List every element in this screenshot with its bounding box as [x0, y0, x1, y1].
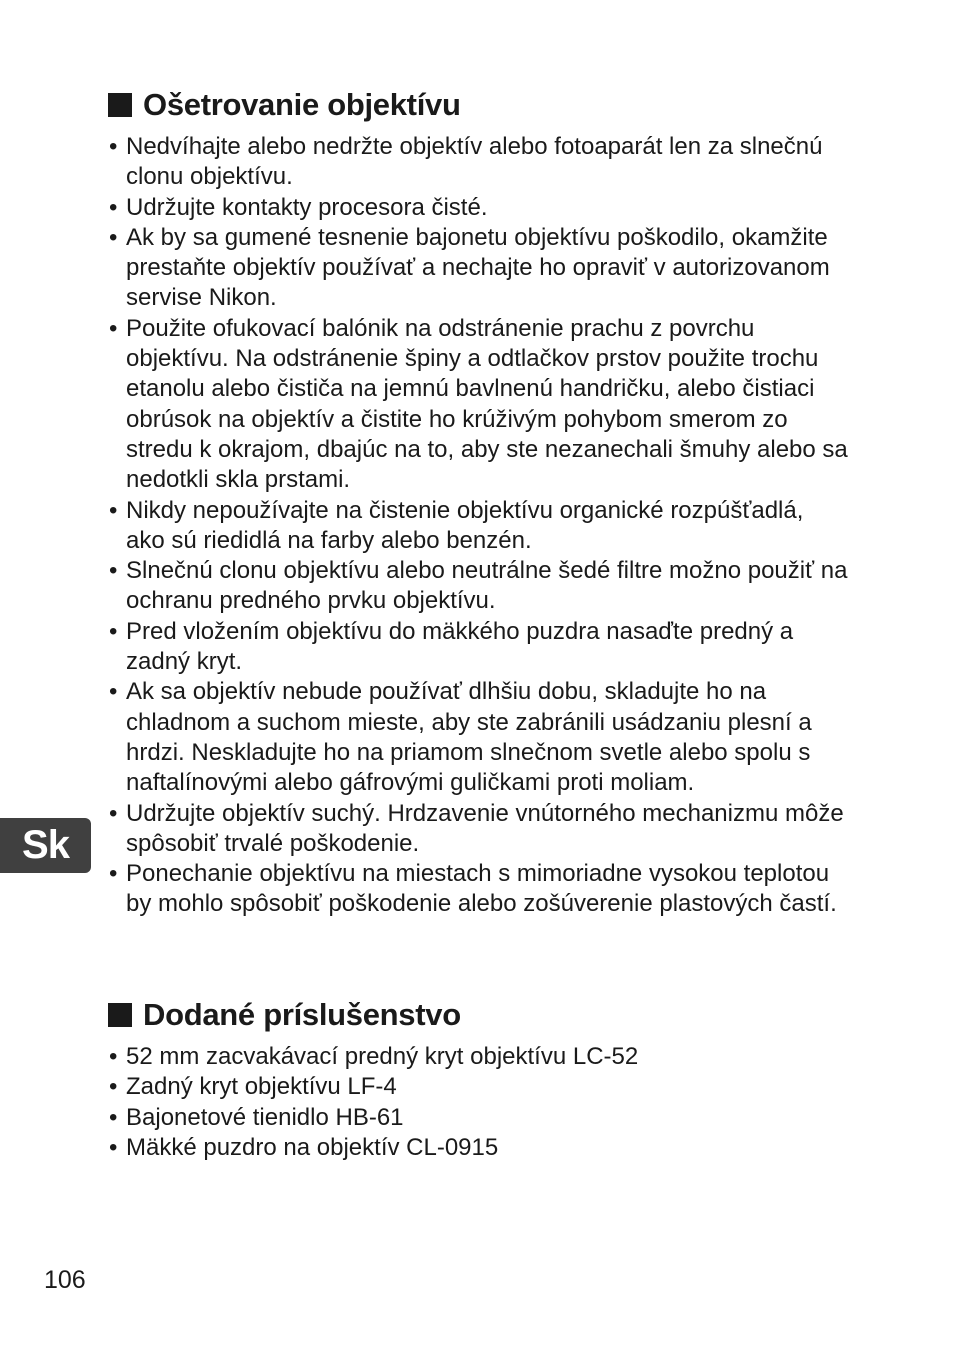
bullet-icon: •	[109, 496, 118, 524]
bullet-icon: •	[109, 678, 118, 706]
bullet-icon: •	[109, 557, 118, 585]
list-item	[108, 1103, 848, 1133]
list-item-text: Zadný kryt objektívu LF-4	[126, 1073, 397, 1101]
list-item-text: Udržujte objektív suchý. Hrdzavenie vnútorného mechanizmu môže spôsobiť trvalé poškodenie.	[126, 799, 844, 857]
list-item	[108, 132, 848, 193]
bullet-icon: •	[109, 133, 118, 160]
list-item-text: Bajonetové tienidlo HB-61	[126, 1103, 404, 1131]
list-item	[108, 677, 848, 798]
square-bullet-icon	[108, 1003, 132, 1027]
accessories-title: Dodané príslušenstvo	[143, 997, 461, 1032]
list-item	[108, 556, 848, 617]
list-item	[108, 1042, 848, 1072]
lens-care-section	[108, 84, 848, 920]
bullet-icon: •	[109, 223, 118, 251]
bullet-icon: •	[109, 1103, 118, 1131]
bullet-icon: •	[109, 1043, 118, 1070]
language-tab-label: Sk	[22, 823, 69, 867]
list-item-text: Mäkké puzdro na objektív CL-0915	[126, 1133, 499, 1161]
accessories-list	[108, 1042, 848, 1163]
list-item-text: Použite ofukovací balónik na odstránenie prachu z povrchu objektívu. Na odstránenie špiny a odtlačkov prstov použite trochu etanolu alebo čističa na jemnú bavlnenú handričku, alebo čistiaci obrúsok na objektív a čistite ho krúživým pohybom smerom zo stredu k okrajom, dbajúc na to, aby ste nezanechali šmuhy alebo sa nedotkli skla prstami.	[126, 314, 848, 494]
list-item	[108, 859, 848, 920]
list-item-text: Ponechanie objektívu na miestach s mimoriadne vysokou teplotou by mohlo spôsobiť poškodenie alebo zošúverenie plastových častí.	[126, 860, 837, 918]
accessories-heading	[108, 994, 848, 1036]
lens-care-list	[108, 132, 848, 920]
list-item-text: 52 mm zacvakávací predný kryt objektívu LC-52	[126, 1043, 639, 1070]
list-item	[108, 496, 848, 557]
lens-care-title: Ošetrovanie objektívu	[143, 87, 461, 122]
list-item-text: Udržujte kontakty procesora čisté.	[126, 193, 488, 221]
list-item-text: Ak by sa gumené tesnenie bajonetu objektívu poškodilo, okamžite prestaňte objektív používať a nechajte ho opraviť v autorizovanom servise Nikon.	[126, 223, 830, 312]
list-item-text: Pred vložením objektívu do mäkkého puzdra nasaďte predný a zadný kryt.	[126, 617, 794, 676]
list-item	[108, 314, 848, 496]
list-item	[108, 1133, 848, 1163]
list-item-text: Slnečnú clonu objektívu alebo neutrálne šedé filtre možno použiť na ochranu predného prvku objektívu.	[126, 557, 848, 615]
list-item	[108, 1072, 848, 1102]
list-item-text: Nedvíhajte alebo nedržte objektív alebo fotoaparát len za slnečnú clonu objektívu.	[126, 133, 823, 191]
square-bullet-icon	[108, 93, 132, 117]
list-item	[108, 799, 848, 860]
page-number: 106	[44, 1266, 86, 1294]
list-item	[108, 193, 848, 223]
list-item	[108, 617, 848, 678]
lens-care-heading	[108, 84, 848, 126]
supplied-accessories-section	[108, 994, 848, 1163]
bullet-icon: •	[109, 860, 118, 888]
list-item-text: Ak sa objektív nebude používať dlhšiu dobu, skladujte ho na chladnom a suchom mieste, aby ste zabránili usádzaniu plesní a hrdzi. Neskladujte ho na priamom slnečnom svetle alebo spolu s naftalínovými alebo gáfrovými guličkami proti moliam.	[126, 678, 812, 797]
bullet-icon: •	[109, 617, 118, 645]
list-item-text: Nikdy nepoužívajte na čistenie objektívu organické rozpúšťadlá, ako sú riedidlá na farby alebo benzén.	[126, 496, 804, 554]
bullet-icon: •	[109, 1133, 118, 1161]
bullet-icon: •	[109, 1073, 118, 1101]
bullet-icon: •	[109, 193, 118, 221]
bullet-icon: •	[109, 799, 118, 827]
list-item	[108, 223, 848, 314]
language-tab	[0, 818, 91, 873]
bullet-icon: •	[109, 314, 118, 342]
